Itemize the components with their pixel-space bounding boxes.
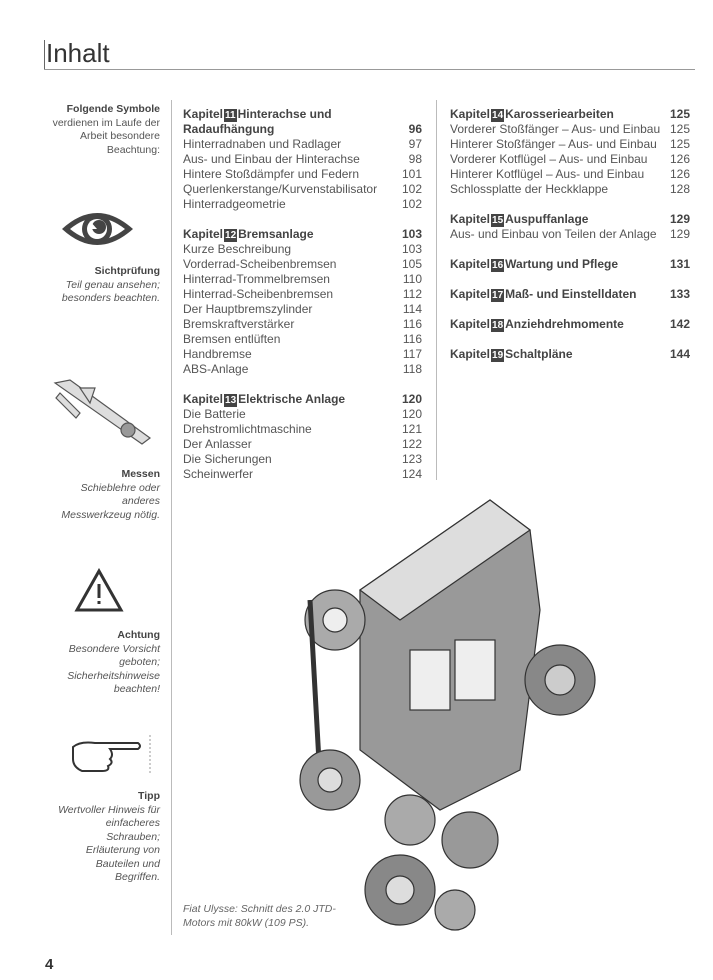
entry-title: Vorderer Kotflügel – Aus- und Einbau	[450, 152, 648, 166]
symbol-title: Sichtprüfung	[94, 265, 160, 277]
page-ref: 105	[401, 257, 422, 271]
toc-entry[interactable]	[450, 122, 690, 137]
toc-entry[interactable]	[450, 227, 690, 242]
kapitel-label: Kapitel	[183, 392, 224, 406]
toc-entry[interactable]	[183, 287, 422, 302]
sidebar-divider	[171, 100, 172, 935]
page-title: Inhalt	[46, 38, 110, 68]
toc-entry[interactable]	[183, 362, 422, 377]
toc-entry[interactable]	[183, 347, 422, 362]
page-ref: 102	[401, 182, 422, 196]
kapitel-label: Kapitel	[450, 107, 491, 121]
chapter-heading-cont[interactable]	[183, 122, 422, 137]
toc-entry[interactable]	[183, 167, 422, 182]
entry-title: Hintere Stoßdämpfer und Federn	[183, 167, 360, 181]
page-ref: 112	[402, 287, 422, 301]
page-ref: 125	[669, 137, 690, 151]
toc-entry[interactable]	[183, 332, 422, 347]
kapitel-label: Kapitel	[450, 257, 491, 271]
page-ref: 97	[408, 137, 422, 151]
entry-title: Scheinwerfer	[183, 467, 254, 481]
kapitel-label: Kapitel	[183, 107, 224, 121]
entry-title: Querlenkerstange/Kurvenstabilisator	[183, 182, 378, 196]
page-ref: 98	[408, 152, 422, 166]
chapter-number-badge: 19	[492, 350, 504, 361]
entry-title: Der Anlasser	[183, 437, 252, 451]
chapter-heading[interactable]	[450, 317, 690, 332]
symbol-title: Achtung	[117, 629, 160, 641]
kapitel-label: Kapitel	[450, 317, 491, 331]
symbol-text: Besondere Vorsicht geboten; Sicherheitshinweise beachten!	[67, 642, 160, 695]
toc-entry[interactable]	[450, 167, 690, 182]
page-ref: 142	[669, 317, 690, 331]
caliper-icon	[50, 378, 160, 448]
toc-entry[interactable]	[183, 452, 422, 467]
toc-entry[interactable]	[183, 437, 422, 452]
kapitel-label: Kapitel	[450, 347, 491, 361]
chapter-number-badge: 11	[225, 110, 236, 121]
page-ref: 103	[401, 242, 422, 256]
entry-title: Aus- und Einbau der Hinterachse	[183, 152, 360, 166]
page-ref: 96	[408, 122, 422, 136]
chapter-heading[interactable]	[450, 347, 690, 362]
eye-icon	[60, 205, 135, 253]
warning-icon	[74, 568, 124, 613]
symbol-title: Messen	[121, 468, 160, 480]
toc-entry[interactable]	[450, 137, 690, 152]
entry-title: Hinterrad-Trommelbremsen	[183, 272, 330, 286]
chapter-title: Karosseriearbeiten	[505, 107, 614, 121]
symbol-achtung	[0, 629, 160, 697]
chapter-heading[interactable]	[183, 107, 422, 122]
page-ref: 128	[669, 182, 690, 196]
chapter-heading[interactable]	[450, 257, 690, 272]
sidebar-intro	[0, 103, 160, 157]
kapitel-label: Kapitel	[450, 287, 491, 301]
page-ref: 124	[401, 467, 422, 481]
chapter-number-badge: 18	[492, 320, 504, 331]
title-bar	[44, 40, 45, 70]
intro-heading: Folgende Symbole	[66, 103, 160, 115]
kapitel-label: Kapitel	[183, 227, 224, 241]
figure-caption: Fiat Ulysse: Schnitt des 2.0 JTD-Motors mit 80kW (109 PS).	[183, 903, 336, 929]
page-ref: 118	[402, 362, 422, 376]
toc-entry[interactable]	[450, 182, 690, 197]
page-ref: 117	[402, 347, 422, 361]
entry-title: Handbremse	[183, 347, 252, 361]
entry-title: Hinterrad-Scheibenbremsen	[183, 287, 334, 301]
chapter-title: Hinterachse und	[237, 107, 332, 121]
page-ref: 133	[669, 287, 690, 301]
chapter-title: Schaltpläne	[505, 347, 573, 361]
chapter-title: Anziehdrehmomente	[505, 317, 624, 331]
chapter-number-badge: 13	[225, 395, 237, 406]
entry-title: Bremsen entlüften	[183, 332, 281, 346]
toc-entry[interactable]	[183, 182, 422, 197]
entry-title: Die Sicherungen	[183, 452, 272, 466]
engine-cutaway-image	[290, 480, 600, 950]
chapter-heading[interactable]	[183, 392, 422, 407]
toc-entry[interactable]	[183, 272, 422, 287]
kapitel-label: Kapitel	[450, 212, 491, 226]
entry-title: Schlossplatte der Heckklappe	[450, 182, 609, 196]
chapter-title: Radaufhängung	[183, 122, 275, 136]
page-ref: 125	[669, 122, 690, 136]
page-ref: 126	[669, 167, 690, 181]
title-divider	[44, 69, 695, 70]
symbol-text: Schieblehre oder anderes Messwerkzeug nötig.	[61, 481, 160, 521]
entry-title: Aus- und Einbau von Teilen der Anlage	[450, 227, 657, 241]
pointing-hand-icon	[70, 735, 155, 775]
toc-entry[interactable]	[450, 152, 690, 167]
chapter-number-badge: 17	[492, 290, 504, 301]
chapter-number-badge: 14	[492, 110, 504, 121]
entry-title: Die Batterie	[183, 407, 246, 421]
page-ref: 123	[401, 452, 422, 466]
chapter-title: Bremsanlage	[238, 227, 314, 241]
chapter-title: Wartung und Pflege	[505, 257, 619, 271]
entry-title: Hinterer Kotflügel – Aus- und Einbau	[450, 167, 645, 181]
page-ref: 144	[669, 347, 690, 361]
entry-title: ABS-Anlage	[183, 362, 249, 376]
toc-entry[interactable]	[183, 317, 422, 332]
page-ref: 129	[669, 212, 690, 226]
symbol-text: Teil genau ansehen; besonders beachten.	[61, 278, 160, 304]
chapter-heading[interactable]	[450, 212, 690, 227]
page-ref: 116	[402, 317, 422, 331]
chapter-heading[interactable]	[450, 287, 690, 302]
entry-title: Hinterradnaben und Radlager	[183, 137, 342, 151]
chapter-title: Maß- und Einstelldaten	[505, 287, 637, 301]
chapter-title: Auspuffanlage	[505, 212, 589, 226]
chapter-title: Elektrische Anlage	[238, 392, 346, 406]
toc-entry[interactable]	[183, 152, 422, 167]
chapter-number-badge: 15	[492, 215, 504, 226]
entry-title: Hinterradgeometrie	[183, 197, 286, 211]
chapter-number-badge: 12	[225, 230, 237, 241]
toc-entry[interactable]	[183, 302, 422, 317]
entry-title: Vorderer Stoßfänger – Aus- und Einbau	[450, 122, 661, 136]
toc-entry[interactable]	[183, 257, 422, 272]
page-ref: 102	[401, 197, 422, 211]
page-number: 4	[45, 956, 54, 973]
page-ref: 122	[401, 437, 422, 451]
toc-entry[interactable]	[183, 242, 422, 257]
column-divider	[436, 100, 437, 480]
page-ref: 120	[401, 392, 422, 406]
toc-entry[interactable]	[183, 422, 422, 437]
symbol-title: Tipp	[138, 790, 160, 802]
page-ref: 125	[669, 107, 690, 121]
symbol-messen	[0, 468, 160, 522]
entry-title: Vorderrad-Scheibenbremsen	[183, 257, 337, 271]
chapter-number-badge: 16	[492, 260, 504, 271]
page-ref: 121	[401, 422, 422, 436]
entry-title: Hinterer Stoßfänger – Aus- und Einbau	[450, 137, 657, 151]
entry-title: Der Hauptbremszylinder	[183, 302, 313, 316]
page-ref: 129	[669, 227, 690, 241]
symbol-text: Wertvoller Hinweis für einfacheres Schrauben; Erläuterung von Bauteilen und Begriffen.	[58, 803, 160, 883]
entry-title: Kurze Beschreibung	[183, 242, 292, 256]
intro-text: verdienen im Laufe der Arbeit besondere Beachtung:	[52, 116, 160, 156]
toc-column-1	[183, 107, 422, 482]
page-ref: 103	[401, 227, 422, 241]
page-ref: 131	[669, 257, 690, 271]
symbol-tipp	[0, 790, 160, 885]
toc-entry[interactable]	[183, 197, 422, 212]
chapter-heading[interactable]	[183, 227, 422, 242]
chapter-heading[interactable]	[450, 107, 690, 122]
entry-title: Drehstromlichtmaschine	[183, 422, 312, 436]
page-ref: 126	[669, 152, 690, 166]
page-ref: 120	[401, 407, 422, 421]
page-ref: 114	[402, 302, 422, 316]
page-ref: 110	[402, 272, 422, 286]
symbol-sichtpruefung	[0, 265, 160, 306]
toc-column-2	[450, 107, 690, 362]
toc-entry[interactable]	[183, 137, 422, 152]
page-ref: 101	[401, 167, 422, 181]
entry-title: Bremskraftverstärker	[183, 317, 295, 331]
toc-entry[interactable]	[183, 407, 422, 422]
page-ref: 116	[402, 332, 422, 346]
